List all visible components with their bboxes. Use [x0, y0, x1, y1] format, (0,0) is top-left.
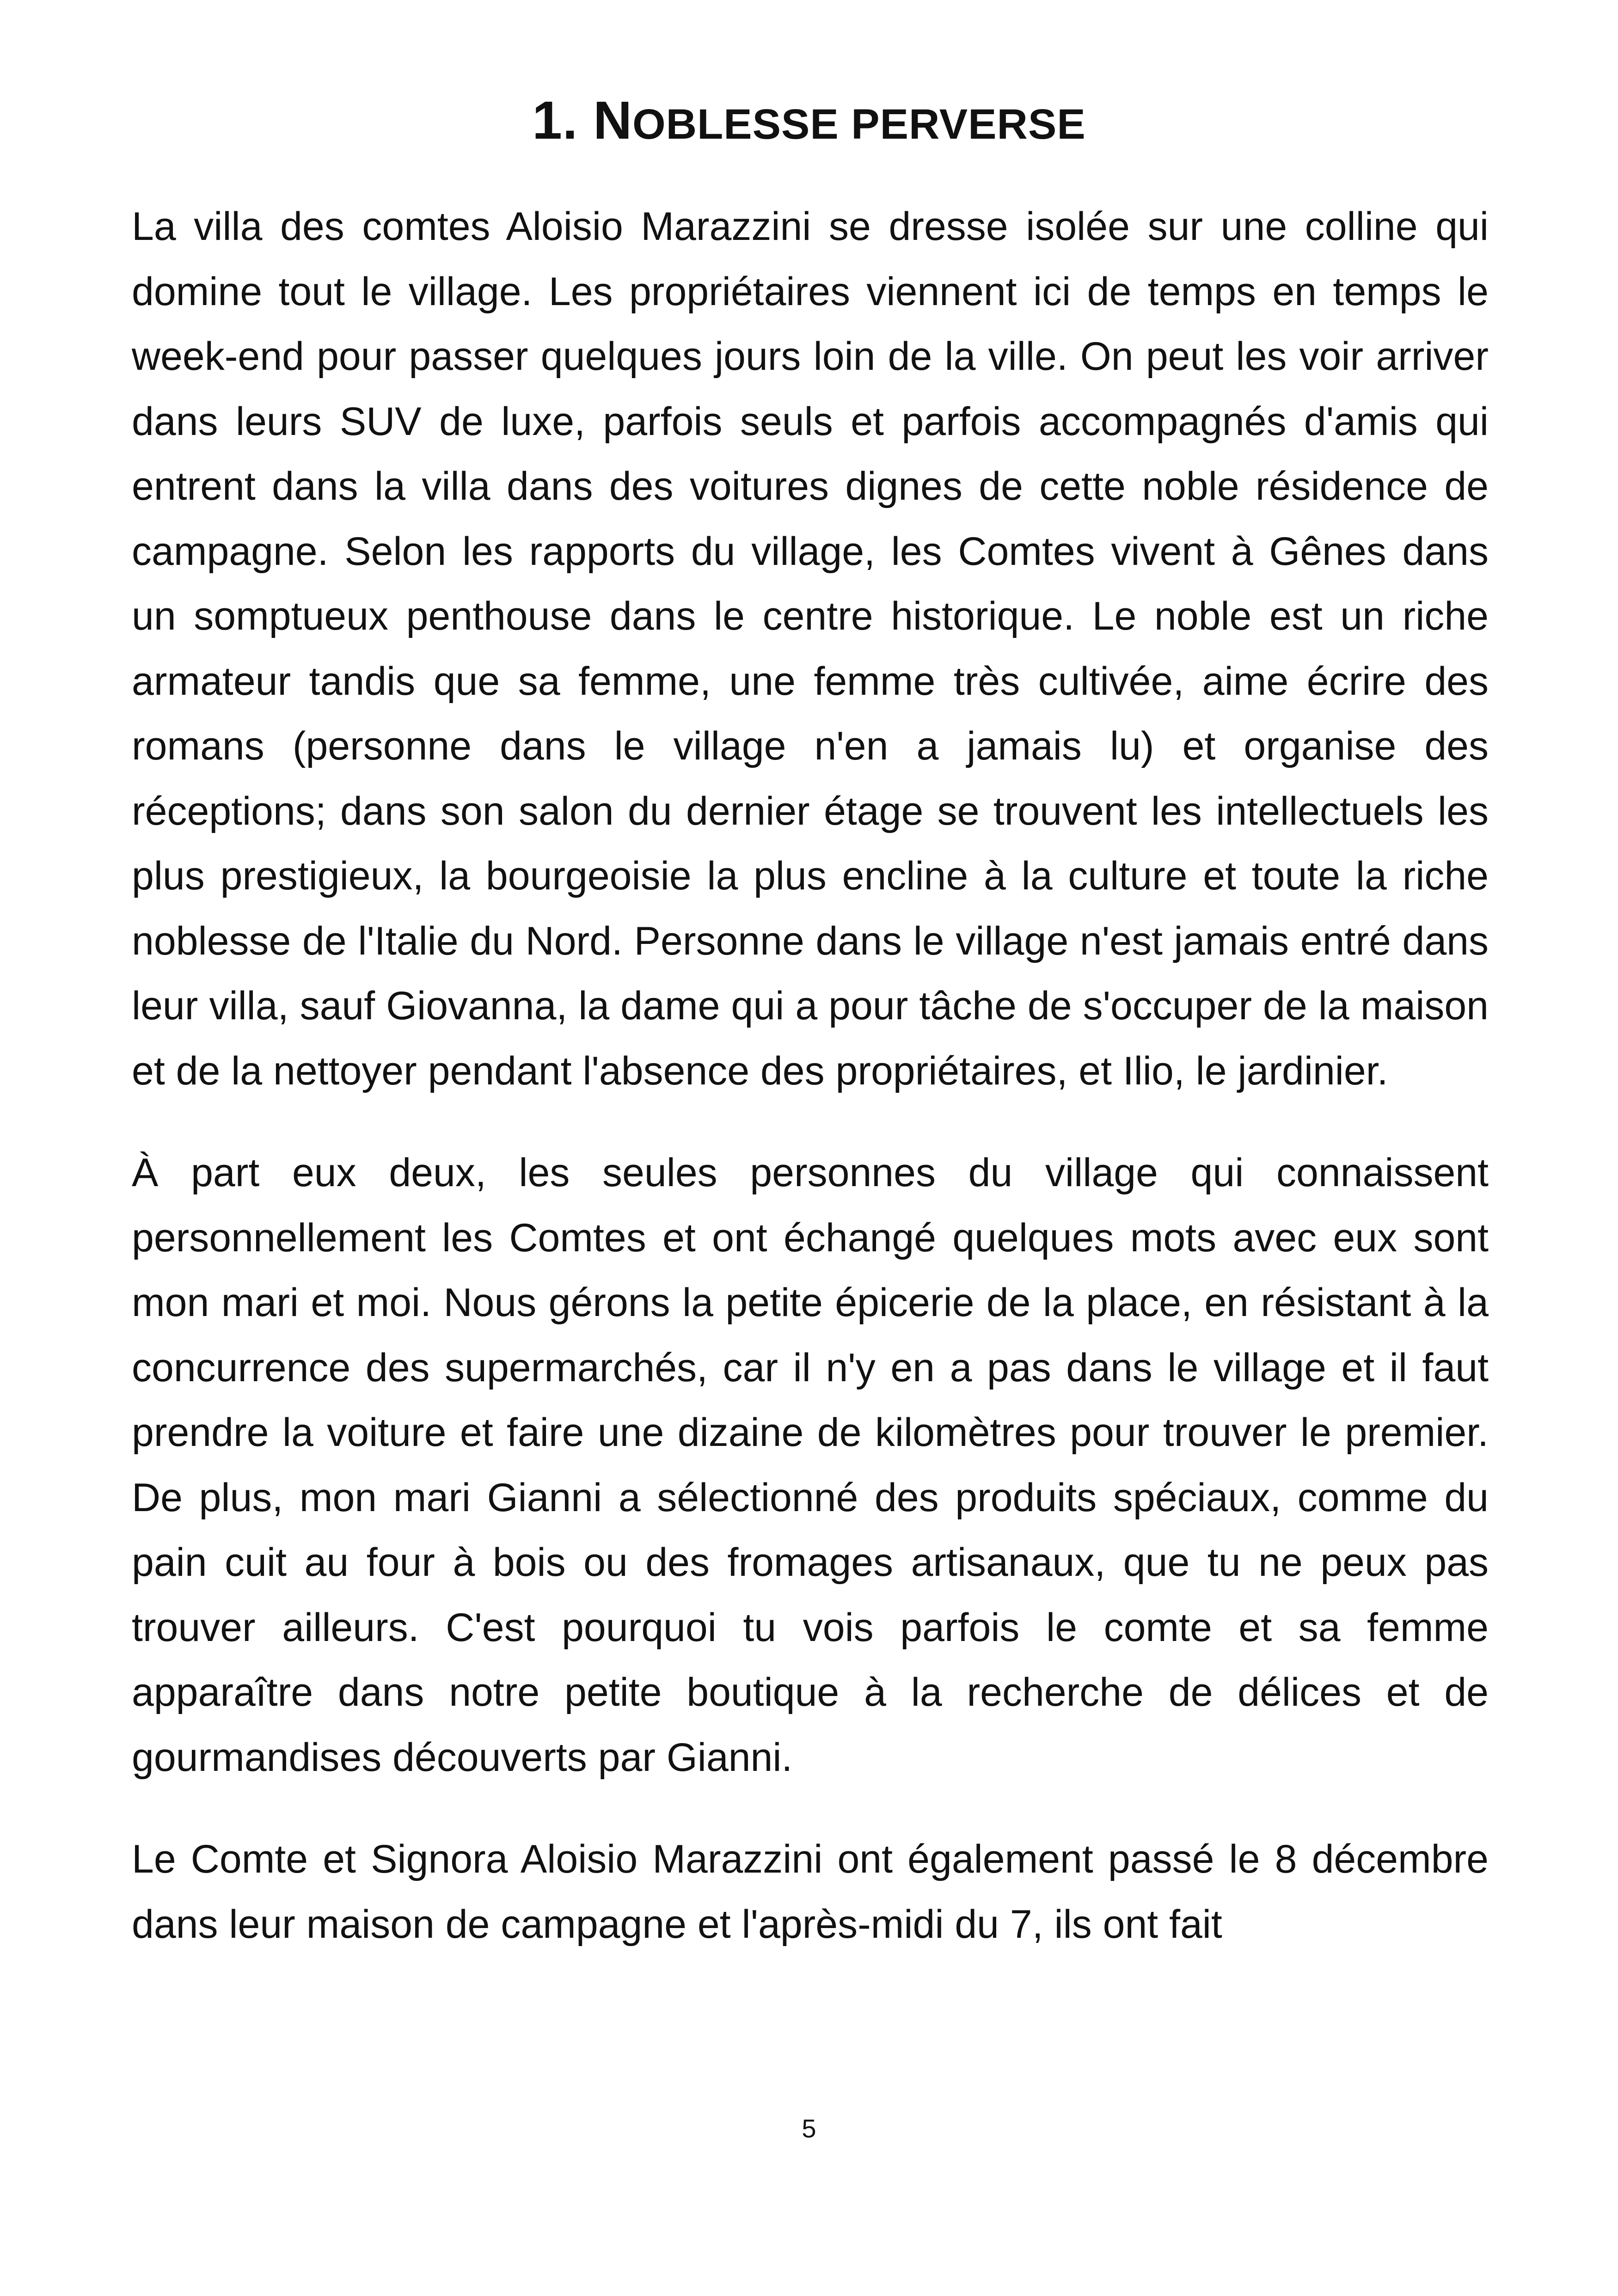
chapter-title [0, 88, 1618, 157]
page-number: 5 [802, 2114, 816, 2143]
paragraph: À part eux deux, les seules personnes du village qui connaissent personnellement les Comtes et ont échangé quelques mots avec eux sont mon mari et moi. Nous gérons la petite épicerie de la place, en résistant à la concurrence des supermarchés, car il n'y en a pas dans le village et il faut prendre la voiture et faire une dizaine de kilomètres pour trouver le premier. De plus, mon mari Gianni a sélectionné des produits spéciaux, comme du pain cuit au four à bois ou des fromages artisanaux, que tu ne peux pas trouver ailleurs. C'est pourquoi tu vois parfois le comte et sa femme apparaître dans notre petite boutique à la recherche de délices et de gourmandises découverts par Gianni. [132, 1151, 1489, 1780]
paragraph: La villa des comtes Aloisio Marazzini se dresse isolée sur une colline qui domine tout le village. Les propriétaires viennent ici de temps en temps le week-end pour passer quelques jours loin de la ville. On peut les voir arriver dans leurs SUV de luxe, parfois seuls et parfois accompagnés d'amis qui entrent dans la villa dans des voitures dignes de cette noble résidence de campagne. Selon les rapports du village, les Comtes vivent à Gênes dans un somptueux penthouse dans le centre historique. Le noble est un riche armateur tandis que sa femme, une femme très cultivée, aime écrire des romans (personne dans le village n'en a jamais lu) et organise des réceptions; dans son salon du dernier étage se trouvent les intellectuels les plus prestigieux, la bourgeoisie la plus encline à la culture et toute la riche noblesse de l'Italie du Nord. Personne dans le village n'est jamais entré dans leur villa, sauf Giovanna, la dame qui a pour tâche de s'occuper de la maison et de la nettoyer pendant l'absence des propriétaires, et Ilio, le jardinier. [132, 204, 1489, 1093]
body-text [132, 194, 1489, 1957]
paragraph: Le Comte et Signora Aloisio Marazzini ont également passé le 8 décembre dans leur maison de campagne et l'après-midi du 7, ils ont fait [132, 1837, 1489, 1947]
chapter-title-rest: OBLESSE PERVERSE [632, 101, 1086, 148]
chapter-title-first-letter: N [593, 90, 633, 150]
chapter-number: 1. [532, 90, 578, 150]
